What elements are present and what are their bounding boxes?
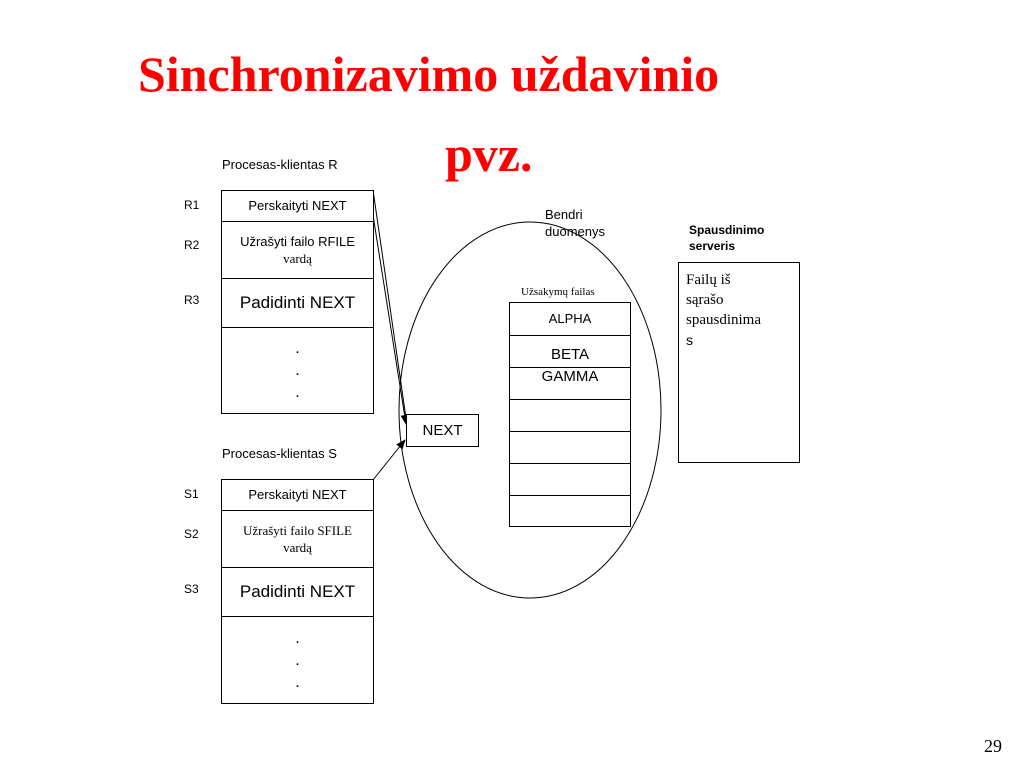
step-text: Perskaityti NEXT xyxy=(248,487,347,502)
process-s-box xyxy=(221,479,374,704)
next-variable-box xyxy=(406,414,479,447)
queue-file-title: Užsakymų failas xyxy=(521,286,595,298)
slide-title-line1: Sinchronizavimo uždavinio xyxy=(138,46,720,102)
shared-data-label-line: duomenys xyxy=(545,224,605,239)
print-server-text xyxy=(686,270,799,350)
print-server-heading-line: Spausdinimo xyxy=(689,223,765,237)
row-label-r1: R1 xyxy=(184,198,200,212)
queue-row xyxy=(510,336,630,368)
queue-row xyxy=(510,496,630,527)
ellipsis-dot: . xyxy=(295,362,300,379)
queue-file-table xyxy=(509,302,631,527)
ellipsis-dot: . xyxy=(295,651,300,669)
queue-row xyxy=(510,303,630,336)
arrow-r-to-next xyxy=(373,190,407,425)
process-s-continuation xyxy=(222,617,373,704)
step-text: Užrašyti failo SFILE xyxy=(242,523,353,538)
ellipsis-dot: . xyxy=(295,340,300,357)
print-server-heading xyxy=(689,222,764,254)
arrow-s-to-next xyxy=(373,440,405,480)
print-server-text-line: Failų iš xyxy=(686,272,731,288)
ellipsis-dot: . xyxy=(295,673,300,691)
process-s-heading: Procesas-klientas S xyxy=(222,446,337,461)
next-variable-label: NEXT xyxy=(422,421,463,439)
arrow-r-to-next-head xyxy=(373,215,406,424)
queue-item: GAMMA xyxy=(541,368,599,385)
step-text: Padidinti NEXT xyxy=(239,293,356,312)
print-server-heading-line: serveris xyxy=(689,239,736,253)
row-label-s3: S3 xyxy=(184,582,199,596)
queue-row xyxy=(510,400,630,432)
step-text: vardą xyxy=(283,250,312,266)
process-r-continuation xyxy=(222,328,373,414)
row-label-r2: R2 xyxy=(184,238,200,252)
print-server-box xyxy=(678,262,800,463)
step-text: Padidinti NEXT xyxy=(239,582,356,601)
queue-row xyxy=(510,368,630,400)
process-r-step-read xyxy=(222,191,373,222)
queue-item: ALPHA xyxy=(548,311,592,326)
slide-title-line2: pvz. xyxy=(445,126,533,182)
ellipsis-dot: . xyxy=(295,629,300,647)
ellipsis-dot: . xyxy=(295,384,300,401)
print-server-text-line: s xyxy=(686,332,693,348)
page-number: 29 xyxy=(984,736,1002,756)
step-text: Perskaityti NEXT xyxy=(248,198,347,213)
process-s-step-increment xyxy=(222,568,373,617)
process-s-step-read xyxy=(222,480,373,511)
shared-data-label-line: Bendri xyxy=(545,207,583,222)
queue-row xyxy=(510,432,630,464)
step-text: vardą xyxy=(283,540,312,555)
row-label-s2: S2 xyxy=(184,527,199,541)
row-label-r3: R3 xyxy=(184,293,200,307)
row-label-s1: S1 xyxy=(184,487,199,501)
shared-data-label xyxy=(545,206,605,240)
step-text: Užrašyti failo RFILE xyxy=(240,233,355,249)
process-r-step-increment xyxy=(222,279,373,328)
process-s-step-write xyxy=(222,511,373,568)
queue-item: BETA xyxy=(550,346,590,363)
print-server-text-line: sąrašo xyxy=(686,292,724,308)
process-r-heading: Procesas-klientas R xyxy=(222,157,338,172)
print-server-text-line: spausdinima xyxy=(686,312,761,328)
queue-row xyxy=(510,464,630,496)
process-r-box xyxy=(221,190,374,414)
process-r-step-write xyxy=(222,222,373,279)
